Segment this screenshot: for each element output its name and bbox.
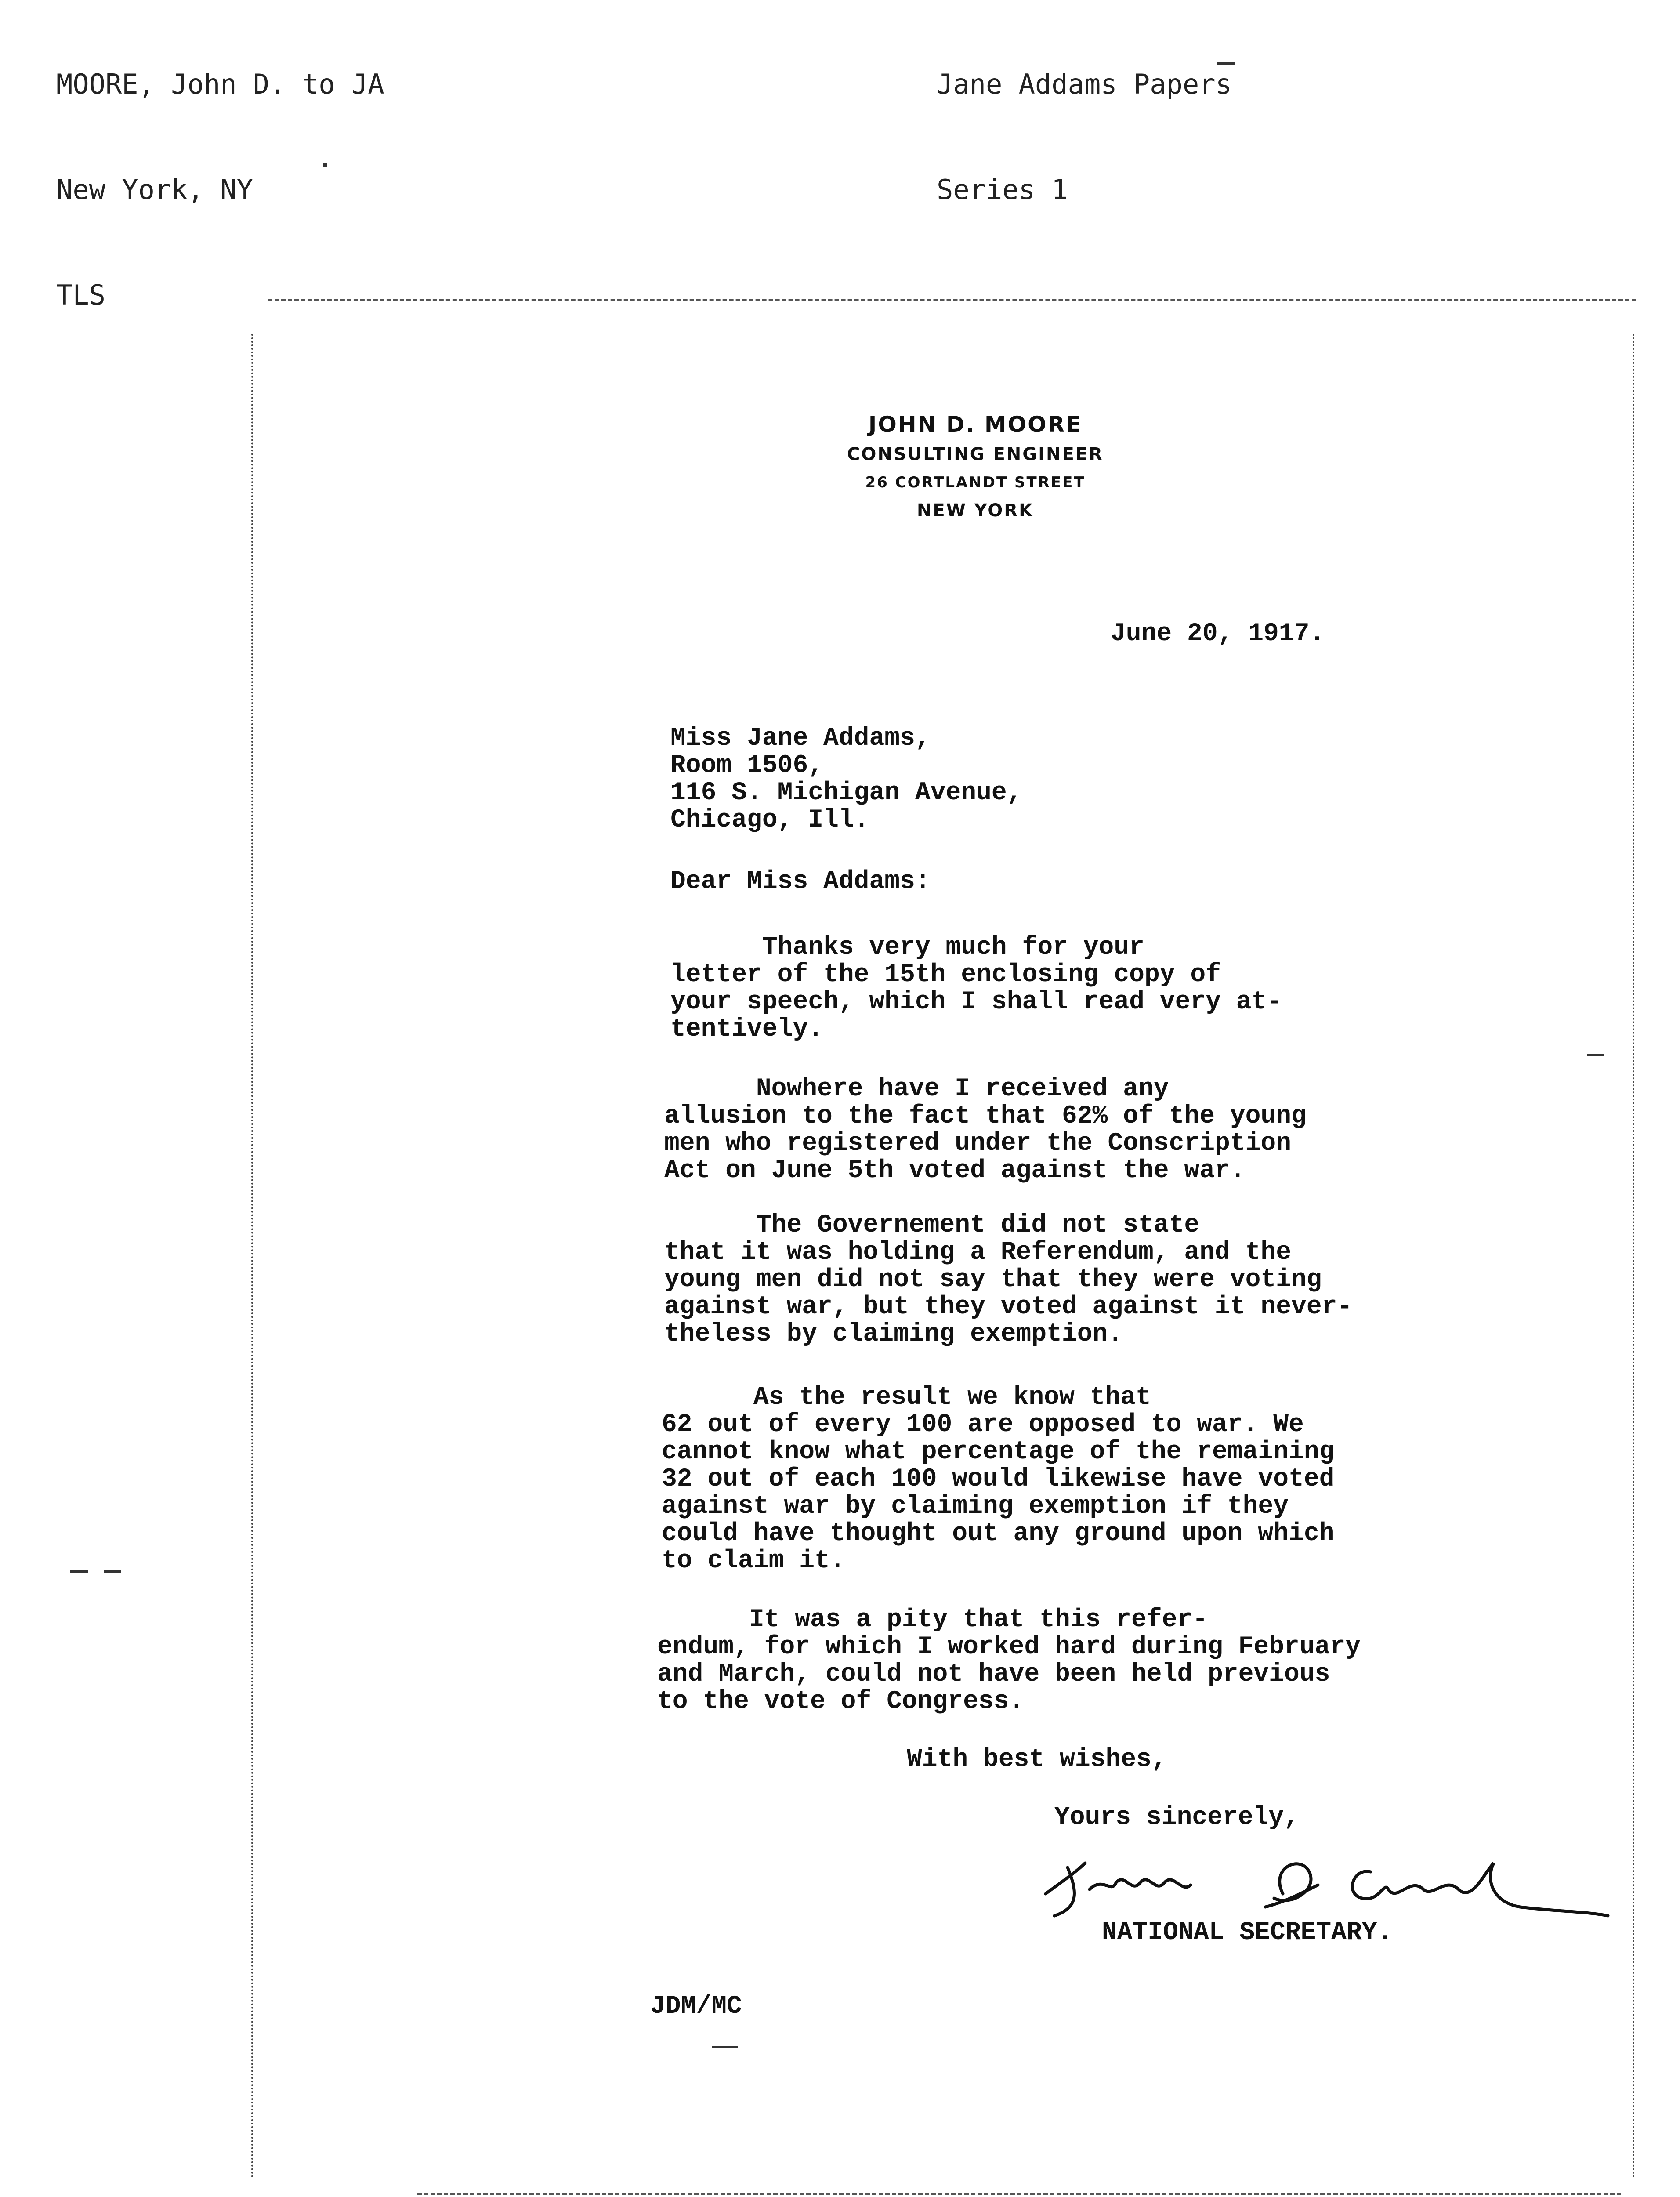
letterhead-title: CONSULTING ENGINEER [847, 444, 1104, 464]
body-line: letter of the 15th enclosing copy of [670, 961, 1221, 989]
letterhead [791, 409, 1160, 525]
archive-subject-line: MOORE, John D. to JA [56, 68, 384, 100]
body-line: theless by claiming exemption. [664, 1320, 1123, 1349]
body-line: to the vote of Congress. [657, 1687, 1025, 1716]
closing-wishes: With best wishes, [907, 1745, 1167, 1774]
body-line: that it was holding a Referendum, and the [664, 1238, 1292, 1267]
body-paragraph-4 [662, 1384, 1334, 1575]
letterhead-street: 26 CORTLANDT STREET [865, 474, 1086, 491]
body-line: allusion to the fact that 62% of the young [664, 1102, 1307, 1131]
scan-speck [70, 1570, 88, 1573]
letterhead-city: NEW YORK [916, 500, 1034, 521]
letterhead-name: JOHN D. MOORE [868, 412, 1083, 437]
page-bottom-edge [417, 2193, 1621, 2195]
body-line: and March, could not have been held previous [657, 1660, 1330, 1689]
body-line: against war by claiming exemption if they [662, 1492, 1289, 1521]
body-line: As the result we know that [662, 1383, 1151, 1412]
archive-header-left [56, 0, 384, 348]
body-line: It was a pity that this refer- [657, 1606, 1208, 1634]
body-line: The Governement did not state [664, 1211, 1200, 1240]
handwritten-signature [1037, 1841, 1617, 1925]
body-line: Thanks very much for your [670, 933, 1144, 962]
scan-speck [323, 163, 327, 167]
scan-speck [1217, 62, 1235, 65]
body-line: young men did not say that they were voting [664, 1265, 1322, 1294]
body-line: to claim it. [662, 1547, 845, 1575]
reference-initials: JDM/MC [650, 1992, 742, 2021]
body-paragraph-5 [657, 1606, 1361, 1715]
scan-speck [1587, 1054, 1604, 1056]
archive-type-line: TLS [56, 279, 105, 311]
page-top-edge [268, 299, 1636, 301]
body-line: endum, for which I worked hard during February [657, 1633, 1361, 1661]
body-line: men who registered under the Conscription [664, 1129, 1292, 1158]
address-line: Chicago, Ill. [670, 806, 869, 834]
body-line: Nowhere have I received any [664, 1075, 1169, 1103]
scan-speck [712, 2046, 738, 2048]
salutation: Dear Miss Addams: [670, 867, 931, 896]
address-line: Room 1506, [670, 751, 824, 780]
address-line: 116 S. Michigan Avenue, [670, 779, 1022, 807]
address-line: Miss Jane Addams, [670, 724, 931, 753]
archive-header-right [937, 0, 1232, 243]
body-line: Act on June 5th voted against the war. [664, 1157, 1246, 1185]
archive-series-line: Series 1 [937, 174, 1068, 206]
body-line: 62 out of every 100 are opposed to war. We [662, 1410, 1304, 1439]
body-paragraph-2 [664, 1076, 1307, 1185]
body-line: tentively. [670, 1015, 824, 1044]
body-paragraph-3 [664, 1212, 1352, 1348]
body-line: cannot know what percentage of the remaining [662, 1438, 1335, 1466]
archive-place-line: New York, NY [56, 174, 253, 206]
letter-date: June 20, 1917. [1111, 620, 1325, 648]
page-left-edge [251, 334, 253, 2179]
body-line: could have thought out any ground upon which [662, 1519, 1335, 1548]
complimentary-close: Yours sincerely, [1054, 1803, 1299, 1832]
page-right-edge [1633, 334, 1634, 2179]
body-line: your speech, which I shall read very at- [670, 988, 1282, 1016]
archive-collection-line: Jane Addams Papers [937, 68, 1232, 100]
body-line: against war, but they voted against it never- [664, 1293, 1353, 1321]
body-line: 32 out of each 100 would likewise have voted [662, 1465, 1335, 1494]
signer-title: NATIONAL SECRETARY. [1102, 1918, 1393, 1947]
body-paragraph-1 [670, 934, 1282, 1043]
inside-address [670, 725, 1022, 834]
scan-speck [104, 1570, 121, 1573]
